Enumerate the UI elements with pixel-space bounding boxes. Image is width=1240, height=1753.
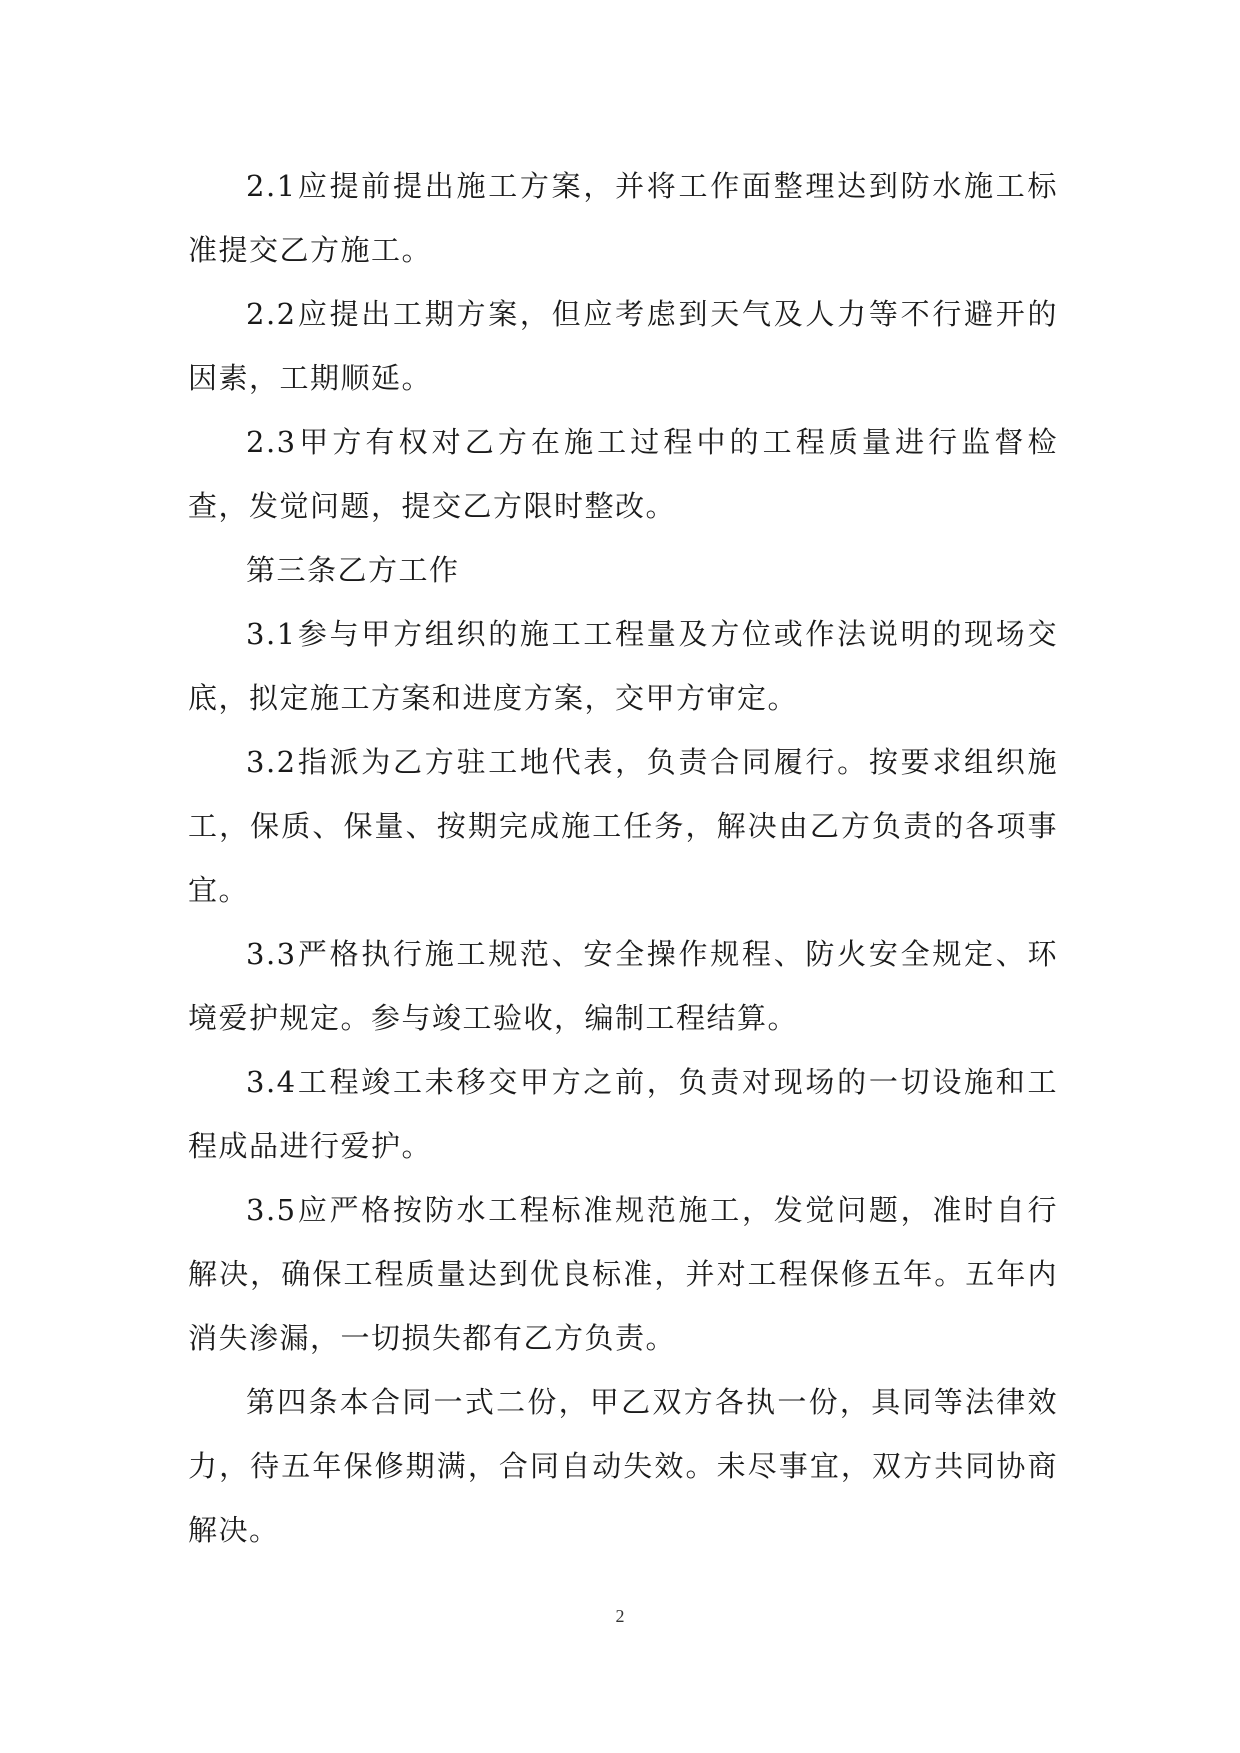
paragraph-3-5: 3.5应严格按防水工程标准规范施工，发觉问题，准时自行解决，确保工程质量达到优良标准，并对工程保修五年。五年内消失渗漏，一切损失都有乙方负责。: [188, 1193, 1058, 1355]
paragraph-2-1: 2.1应提前提出施工方案，并将工作面整理达到防水施工标准提交乙方施工。: [188, 169, 1058, 267]
paragraph-3-3: 3.3严格执行施工规范、安全操作规程、防火安全规定、环境爱护规定。参与竣工验收，编制工程结算。: [188, 937, 1058, 1035]
paragraph-3-2: 3.2指派为乙方驻工地代表，负责合同履行。按要求组织施工，保质、保量、按期完成施工任务，解决由乙方负责的各项事宜。: [188, 745, 1058, 907]
document-body: [188, 154, 1058, 1562]
paragraph-2-3: 2.3甲方有权对乙方在施工过程中的工程质量进行监督检查，发觉问题，提交乙方限时整改。: [188, 425, 1058, 523]
paragraph-article-4: 第四条本合同一式二份，甲乙双方各执一份，具同等法律效力，待五年保修期满，合同自动失效。未尽事宜，双方共同协商解决。: [188, 1385, 1058, 1547]
paragraph-3-1: 3.1参与甲方组织的施工工程量及方位或作法说明的现场交底，拟定施工方案和进度方案，交甲方审定。: [188, 617, 1058, 715]
page-number: 2: [615, 1606, 625, 1626]
paragraph-3-4: 3.4工程竣工未移交甲方之前，负责对现场的一切设施和工程成品进行爱护。: [188, 1065, 1058, 1163]
paragraph-2-2: 2.2应提出工期方案，但应考虑到天气及人力等不行避开的因素，工期顺延。: [188, 297, 1058, 395]
section-heading-article-3: 第三条乙方工作: [246, 553, 460, 587]
